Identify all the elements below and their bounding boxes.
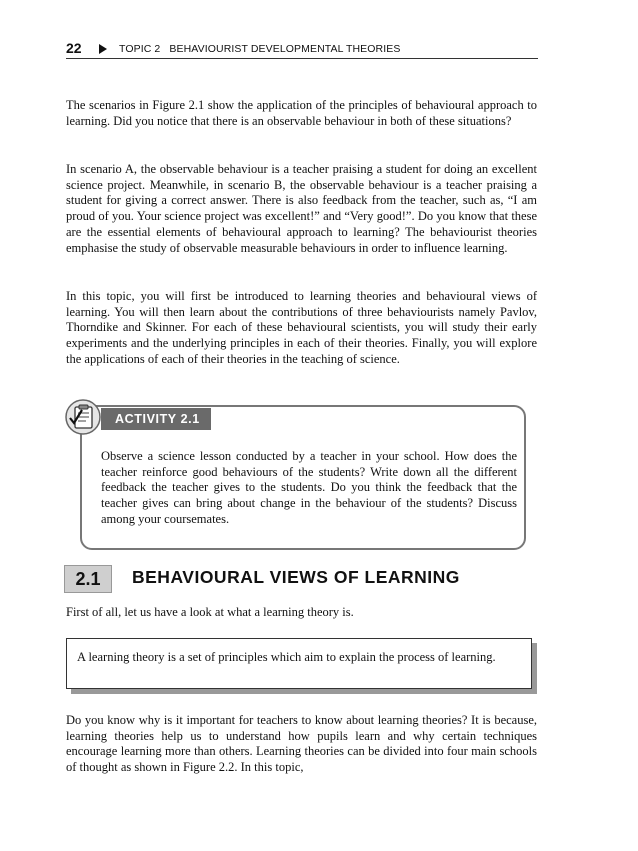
activity-text: Observe a science lesson conducted by a teacher in your school. How does the teacher reinforce good behaviours of the students? Write down all the different feedback the teacher gives to the students. Do you think the feedback that the teacher gives can bring about change in the behaviour of the students? Discuss among your coursemates. [101, 449, 517, 526]
definition-text: A learning theory is a set of principles which aim to explain the process of learning. [77, 650, 496, 664]
page-header [66, 42, 538, 59]
scenario-paragraph: In scenario A, the observable behaviour is a teacher praising a student for doing an excellent science project. Meanwhile, in scenario B, the observable behaviour is a teacher praising a student for giving a correct answer. There is also feedback from the teacher, such as, “I am proud of you. Your science project was excellent!” and “Very good!”. Do you know that these are the essential elements of behavioural approach to learning? The behaviourist theories emphasise the study of observable measurable behaviours in order to influence learning. [66, 162, 537, 255]
closing-paragraph: Do you know why is it important for teachers to know about learning theories? It is because, learning theories help us to understand how pupils learn and why certain techniques encourage learning more than others. Learning theories can be divided into four main schools of thought as shown in Figure 2.2. In this topic, [66, 713, 537, 775]
section-intro: First of all, let us have a look at what a learning theory is. [66, 605, 354, 619]
section-number: 2.1 [64, 565, 112, 593]
activity-label: ACTIVITY 2.1 [101, 408, 211, 430]
topic-title: TOPIC 2 BEHAVIOURIST DEVELOPMENTAL THEORIES [119, 43, 401, 55]
clipboard-check-icon [64, 398, 104, 436]
topic-overview-paragraph: In this topic, you will first be introduced to learning theories and behavioural views of learning. You will then learn about the contributions of three behaviourists namely Pavlov, Thorndike and Skinner. For each of these behavioural scientists, you will study their early experiments and the underlying principles in each of their theories. Finally, you will explore the applications of each of their theories in the teaching of science. [66, 289, 537, 366]
page-number: 22 [66, 40, 82, 56]
triangle-right-icon [99, 44, 107, 54]
section-title: BEHAVIOURAL VIEWS OF LEARNING [132, 567, 460, 587]
intro-paragraph: The scenarios in Figure 2.1 show the application of the principles of behavioural approach to learning. Did you notice that there is an observable behaviour in both of these situations? [66, 98, 537, 128]
